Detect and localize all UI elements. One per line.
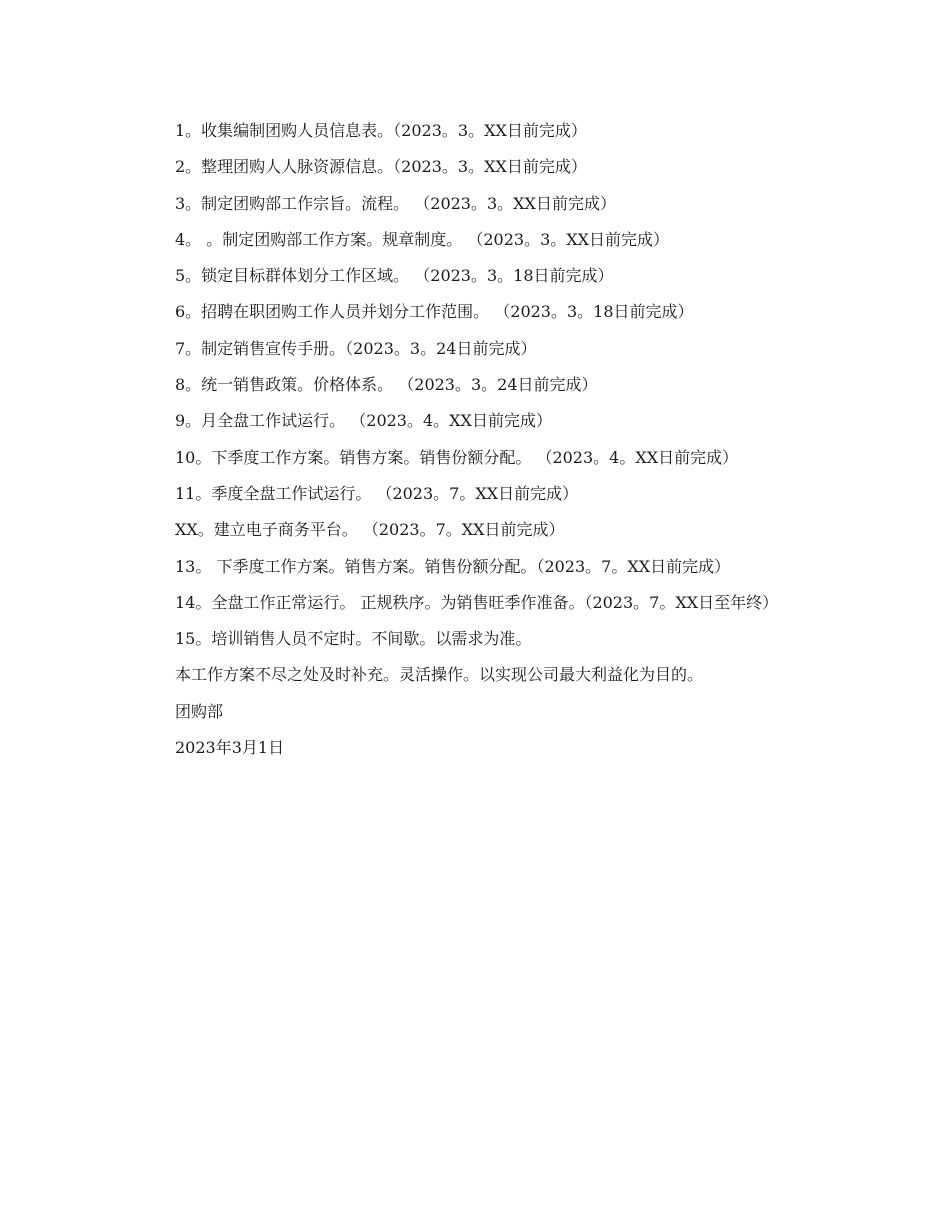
plan-item-8: 8。统一销售政策。价格体系。 （2023。3。24日前完成）	[175, 375, 598, 395]
plan-item-13: 13。 下季度工作方案。销售方案。销售份额分配。（2023。7。XX日前完成）	[175, 556, 731, 576]
plan-item-14: 14。全盘工作正常运行。 正规秩序。为销售旺季作准备。（2023。7。XX日至年终）	[175, 592, 779, 612]
plan-item-4: 4。 。制定团购部工作方案。规章制度。 （2023。3。XX日前完成）	[175, 229, 670, 249]
plan-item-1: 1。收集编制团购人员信息表。（2023。3。XX日前完成）	[175, 121, 587, 140]
plan-item-9: 9。月全盘工作试运行。 （2023。4。XX日前完成）	[175, 411, 552, 431]
plan-item-11: 11。季度全盘工作试运行。 （2023。7。XX日前完成）	[175, 483, 579, 503]
plan-item-7: 7。制定销售宣传手册。（2023。3。24日前完成）	[175, 338, 537, 358]
closing-statement: 本工作方案不尽之处及时补充。灵活操作。以实现公司最大利益化为目的。	[175, 665, 704, 685]
plan-item-10: 10。下季度工作方案。销售方案。销售份额分配。 （2023。4。XX日前完成）	[175, 447, 739, 467]
document-body	[139, 113, 819, 766]
plan-item-3: 3。制定团购部工作宗旨。流程。 （2023。3。XX日前完成）	[175, 193, 616, 213]
plan-item-12: XX。建立电子商务平台。 （2023。7。XX日前完成）	[175, 520, 565, 540]
document-date: 2023年3月1日	[175, 738, 285, 758]
signature-department: 团购部	[175, 701, 224, 721]
plan-item-2: 2。整理团购人人脉资源信息。（2023。3。XX日前完成）	[175, 157, 587, 177]
plan-item-6: 6。招聘在职团购工作人员并划分工作范围。 （2023。3。18日前完成）	[175, 302, 694, 322]
plan-item-5: 5。锁定目标群体划分工作区域。 （2023。3。18日前完成）	[175, 266, 614, 286]
plan-item-15: 15。培训销售人员不定时。不间歇。以需求为准。	[175, 629, 532, 649]
